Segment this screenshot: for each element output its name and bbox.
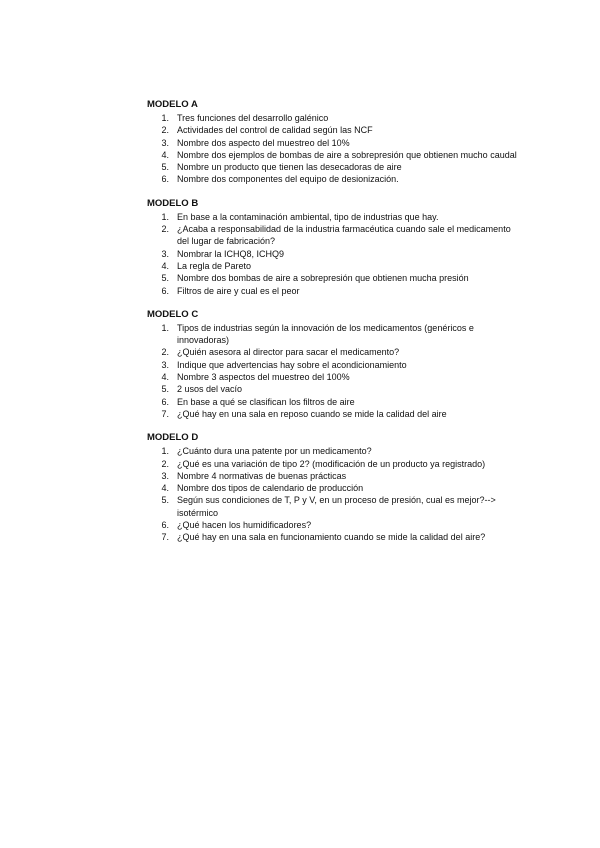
item-number: 2. [161, 224, 169, 235]
item-text: La regla de Pareto [177, 260, 252, 271]
list-item [147, 445, 517, 457]
list-item [147, 173, 517, 185]
item-number: 3. [161, 470, 169, 481]
item-text: ¿Qué hay en una sala en reposo cuando se mide la calidad del aire [177, 408, 447, 419]
item-text: Nombre dos componentes del equipo de desionización. [177, 174, 399, 185]
item-number: 5. [161, 162, 169, 173]
item-number: 1. [161, 322, 169, 333]
section-modelo-c [147, 309, 517, 420]
item-text: Nombre un producto que tienen las desecadoras de aire [177, 162, 402, 173]
list-item [147, 211, 517, 223]
item-number: 4. [161, 149, 169, 160]
item-number: 5. [161, 495, 169, 506]
item-text: Actividades del control de calidad según las NCF [177, 125, 373, 136]
section-modelo-a [147, 99, 517, 186]
item-number: 3. [161, 359, 169, 370]
question-list [147, 445, 517, 543]
list-item [147, 359, 517, 371]
item-number: 6. [161, 285, 169, 296]
section-title: MODELO C [147, 308, 199, 320]
item-number: 1. [161, 446, 169, 457]
item-number: 5. [161, 384, 169, 395]
list-item [147, 396, 517, 408]
item-text: ¿Acaba a responsabilidad de la industria farmacéutica cuando sale el medicamento del lugar de fabricación? [177, 224, 511, 247]
list-item [147, 482, 517, 494]
item-number: 6. [161, 174, 169, 185]
item-number: 5. [161, 273, 169, 284]
item-text: Tres funciones del desarrollo galénico [177, 113, 329, 123]
item-number: 2. [161, 458, 169, 469]
question-list [147, 322, 517, 420]
list-item [147, 285, 517, 297]
list-item [147, 346, 517, 358]
item-text: ¿Cuánto dura una patente por un medicamento? [177, 446, 372, 457]
item-number: 4. [161, 483, 169, 494]
list-item [147, 260, 517, 272]
item-number: 2. [161, 347, 169, 358]
item-text: Nombre 3 aspectos del muestreo del 100% [177, 372, 350, 383]
list-item [147, 383, 517, 395]
item-number: 7. [161, 408, 169, 419]
item-text: Nombre dos ejemplos de bombas de aire a sobrepresión que obtienen mucho caudal [177, 149, 517, 160]
list-item [147, 408, 517, 420]
item-number: 3. [161, 248, 169, 259]
item-text: En base a qué se clasifican los filtros de aire [177, 396, 355, 407]
item-text: En base a la contaminación ambiental, tipo de industrias que hay. [177, 211, 439, 222]
list-item [147, 112, 517, 124]
section-modelo-d [147, 432, 517, 543]
item-number: 3. [161, 137, 169, 148]
section-title: MODELO D [147, 432, 199, 444]
list-item [147, 470, 517, 482]
list-item [147, 494, 517, 519]
item-text: ¿Qué hay en una sala en funcionamiento cuando se mide la calidad del aire? [177, 532, 486, 543]
item-text: Filtros de aire y cual es el peor [177, 285, 300, 296]
section-title: MODELO B [147, 197, 199, 209]
list-item [147, 519, 517, 531]
item-text: Indique que advertencias hay sobre el acondicionamiento [177, 359, 407, 370]
list-item [147, 223, 517, 248]
item-number: 4. [161, 372, 169, 383]
list-item [147, 272, 517, 284]
exam-questions [147, 99, 517, 556]
list-item [147, 322, 517, 347]
list-item [147, 124, 517, 136]
list-item [147, 371, 517, 383]
question-list [147, 211, 517, 297]
item-text: ¿Qué hacen los humidificadores? [177, 520, 312, 531]
item-text: 2 usos del vacío [177, 384, 243, 395]
item-text: Nombre dos aspecto del muestreo del 10% [177, 137, 350, 148]
item-text: Nombre dos tipos de calendario de producción [177, 483, 364, 494]
item-number: 6. [161, 396, 169, 407]
item-text: ¿Qué es una variación de tipo 2? (modificación de un producto ya registrado) [177, 458, 486, 469]
item-number: 7. [161, 532, 169, 543]
item-text: ¿Quién asesora al director para sacar el medicamento? [177, 347, 400, 358]
item-text: Tipos de industrias según la innovación de los medicamentos (genéricos e innovadoras) [177, 322, 474, 346]
item-text: Nombrar la ICHQ8, ICHQ9 [177, 248, 285, 259]
list-item [147, 137, 517, 149]
section-modelo-b [147, 198, 517, 297]
item-text: Según sus condiciones de T, P y V, en un proceso de presión, cual es mejor?--> isotérmico [177, 495, 496, 518]
item-text: Nombre 4 normativas de buenas prácticas [177, 470, 347, 481]
item-number: 1. [161, 113, 169, 123]
list-item [147, 161, 517, 173]
list-item [147, 248, 517, 260]
item-number: 1. [161, 211, 169, 222]
item-number: 6. [161, 520, 169, 531]
list-item [147, 531, 517, 543]
item-text: Nombre dos bombas de aire a sobrepresión que obtienen mucha presión [177, 273, 469, 284]
list-item [147, 458, 517, 470]
question-list [147, 112, 517, 186]
item-number: 2. [161, 125, 169, 136]
item-number: 4. [161, 260, 169, 271]
section-title: MODELO A [147, 99, 198, 110]
list-item [147, 149, 517, 161]
